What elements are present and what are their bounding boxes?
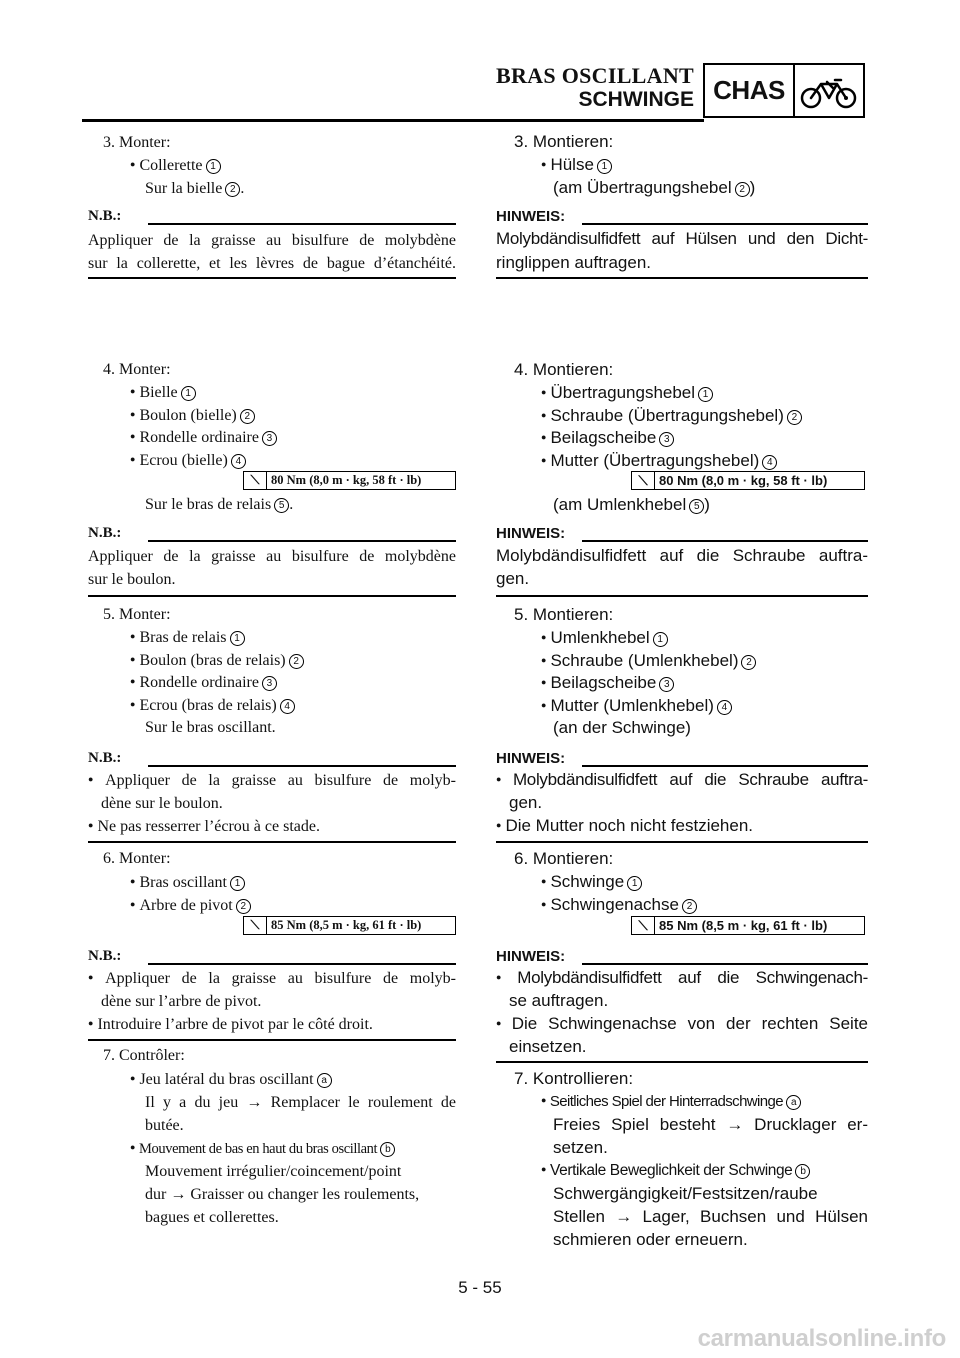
step-4-item: ● Boulon (bielle) 2 bbox=[130, 405, 255, 428]
note-line: ● Die Mutter noch nicht festziehen. bbox=[496, 815, 753, 839]
header-title-fr: BRAS OSCILLANT bbox=[496, 63, 694, 88]
step-7-text: schmieren oder erneuern. bbox=[553, 1230, 748, 1249]
motorcycle-icon bbox=[795, 65, 863, 116]
step-4-heading: 4. Montieren: bbox=[514, 360, 614, 379]
note-line: ● Appliquer de la graisse au bisulfure de molyb- bbox=[88, 968, 456, 991]
step-5-item: ● Beilagscheibe 3 bbox=[541, 672, 674, 696]
note-label: HINWEIS: bbox=[496, 525, 566, 542]
torque-wrench-icon: ⟍ bbox=[632, 472, 655, 489]
step-4-item: ● Ecrou (bielle) 4 bbox=[130, 450, 246, 473]
note-rule bbox=[582, 765, 868, 767]
step-7-heading: 7. Kontrollieren: bbox=[514, 1069, 634, 1088]
step-4-sub: Sur le bras de relais 5 . bbox=[145, 496, 294, 513]
note-line: dène sur l’arbre de pivot. bbox=[101, 993, 262, 1010]
note-line: gen. bbox=[496, 569, 530, 588]
torque-spec: ⟍ 80 Nm (8,0 m · kg, 58 ft · lb) bbox=[243, 471, 456, 490]
divider bbox=[88, 277, 456, 279]
step-7-text: Stellen → Lager, Buchsen und Hülsen bbox=[553, 1207, 868, 1226]
torque-spec: ⟍ 85 Nm (8,5 m · kg, 61 ft · lb) bbox=[631, 916, 865, 935]
torque-wrench-icon: ⟍ bbox=[632, 917, 655, 934]
step-3-sub: Sur la bielle 2 . bbox=[145, 180, 245, 197]
step-5-item: ● Ecrou (bras de relais) 4 bbox=[130, 695, 295, 718]
note-rule bbox=[582, 963, 868, 965]
divider bbox=[88, 841, 456, 843]
divider bbox=[496, 1061, 868, 1063]
divider bbox=[496, 277, 868, 279]
divider bbox=[88, 1039, 456, 1041]
divider bbox=[496, 595, 868, 597]
step-4-item: ● Schraube (Übertragungshebel) 2 bbox=[541, 405, 802, 429]
page-number: 5 - 55 bbox=[458, 1278, 502, 1297]
step-6-item: ● Arbre de pivot 2 bbox=[130, 895, 251, 918]
note-line: Molybdändisulfidfett auf die Schraube auftra- bbox=[496, 546, 868, 565]
note-rule bbox=[148, 765, 456, 767]
step-7-item: ● Seitliches Spiel der Hinterradschwinge a bbox=[541, 1091, 801, 1114]
note-label: HINWEIS: bbox=[496, 948, 566, 965]
note-rule bbox=[148, 223, 456, 225]
header-title-de: SCHWINGE bbox=[578, 88, 694, 111]
note-line: ringlippen auftragen. bbox=[496, 253, 652, 272]
step-6-item: ● Bras oscillant 1 bbox=[130, 872, 245, 895]
torque-spec: ⟍ 85 Nm (8,5 m · kg, 61 ft · lb) bbox=[243, 916, 456, 935]
step-5-item: ● Rondelle ordinaire 3 bbox=[130, 672, 277, 695]
section-badge bbox=[703, 63, 865, 118]
step-5-heading: 5. Monter: bbox=[103, 606, 171, 623]
note-line: ● Introduire l’arbre de pivot par le côté droit. bbox=[88, 1014, 373, 1037]
note-rule bbox=[148, 963, 456, 965]
step-5-heading: 5. Montieren: bbox=[514, 605, 614, 624]
step-7-text: butée. bbox=[145, 1117, 184, 1134]
note-line: Appliquer de la graisse au bisulfure de molybdène bbox=[88, 232, 456, 249]
watermark: carmanualsonline.info bbox=[697, 1325, 946, 1352]
step-6-heading: 6. Monter: bbox=[103, 850, 171, 867]
note-line: dène sur le boulon. bbox=[101, 795, 223, 812]
step-5-item: ● Mutter (Umlenkhebel) 4 bbox=[541, 695, 732, 719]
note-label: N.B.: bbox=[88, 750, 122, 766]
step-7-text: dur → Graisser ou changer les roulements, bbox=[145, 1186, 420, 1203]
step-7-item: ● Vertikale Beweglichkeit der Schwinge b bbox=[541, 1160, 810, 1183]
note-label: N.B.: bbox=[88, 208, 122, 224]
note-label: HINWEIS: bbox=[496, 208, 566, 225]
step-6-item: ● Schwingenachse 2 bbox=[541, 894, 697, 918]
header-rule bbox=[82, 119, 704, 122]
step-5-item: ● Umlenkhebel 1 bbox=[541, 627, 668, 651]
note-rule bbox=[582, 540, 868, 542]
divider bbox=[88, 595, 456, 597]
note-rule bbox=[582, 223, 868, 225]
note-line: se auftragen. bbox=[509, 991, 609, 1010]
step-6-heading: 6. Montieren: bbox=[514, 849, 614, 868]
step-6-item: ● Schwinge 1 bbox=[541, 871, 642, 895]
note-line: Appliquer de la graisse au bisulfure de molybdène bbox=[88, 548, 456, 565]
note-line: ● Molybdändisulfidfett auf die Schraube auftra- bbox=[496, 769, 868, 793]
step-4-item: ● Übertragungshebel 1 bbox=[541, 382, 713, 406]
note-line: ● Molybdändisulfidfett auf die Schwingenach- bbox=[496, 967, 868, 991]
step-3-heading: 3. Montieren: bbox=[514, 132, 614, 151]
note-line: gen. bbox=[509, 793, 543, 812]
note-line: ● Appliquer de la graisse au bisulfure de molyb- bbox=[88, 770, 456, 793]
step-5-item: ● Boulon (bras de relais) 2 bbox=[130, 650, 304, 673]
step-4-item: ● Beilagscheibe 3 bbox=[541, 427, 674, 451]
step-7-text: Schwergängigkeit/Festsitzen/raube bbox=[553, 1184, 818, 1203]
note-line: sur le boulon. bbox=[88, 571, 176, 588]
note-line: ● Ne pas resserrer l’écrou à ce stade. bbox=[88, 816, 320, 839]
step-7-text: Mouvement irrégulier/coincement/point bbox=[145, 1163, 402, 1180]
step-4-item: ● Rondelle ordinaire 3 bbox=[130, 427, 277, 450]
step-3-item: ● Collerette 1 bbox=[130, 155, 221, 178]
step-5-sub: (an der Schwinge) bbox=[553, 718, 691, 737]
step-7-text: setzen. bbox=[553, 1138, 608, 1157]
step-5-sub: Sur le bras oscillant. bbox=[145, 719, 276, 736]
torque-spec: ⟍ 80 Nm (8,0 m · kg, 58 ft · lb) bbox=[631, 471, 865, 490]
note-label: N.B.: bbox=[88, 525, 122, 541]
note-line: Molybdändisulfidfett auf Hülsen und den Dicht- bbox=[496, 229, 868, 248]
note-rule bbox=[148, 540, 456, 542]
step-5-item: ● Bras de relais 1 bbox=[130, 627, 245, 650]
step-7-item: ● Jeu latéral du bras oscillant a bbox=[130, 1069, 332, 1092]
step-5-item: ● Schraube (Umlenkhebel) 2 bbox=[541, 650, 756, 674]
note-label: N.B.: bbox=[88, 948, 122, 964]
step-7-item: ● Mouvement de bas en haut du bras oscillant b bbox=[130, 1138, 395, 1161]
step-3-item: ● Hülse 1 bbox=[541, 154, 612, 178]
divider bbox=[496, 841, 868, 843]
note-line: einsetzen. bbox=[509, 1037, 587, 1056]
note-line: ● Die Schwingenachse von der rechten Seite bbox=[496, 1013, 868, 1037]
note-line: sur la collerette, et les lèvres de bague d’étanchéité. bbox=[88, 255, 456, 272]
note-label: HINWEIS: bbox=[496, 750, 566, 767]
step-3-sub: (am Übertragungshebel 2 ) bbox=[553, 178, 756, 197]
torque-wrench-icon: ⟍ bbox=[244, 472, 267, 489]
step-4-sub: (am Umlenkhebel 5 ) bbox=[553, 495, 710, 514]
torque-wrench-icon: ⟍ bbox=[244, 917, 267, 934]
section-label: CHAS bbox=[705, 65, 795, 116]
step-7-heading: 7. Contrôler: bbox=[103, 1047, 185, 1064]
step-4-heading: 4. Monter: bbox=[103, 361, 171, 378]
step-7-text: bagues et collerettes. bbox=[145, 1209, 279, 1226]
step-7-text: Il y a du jeu → Remplacer le roulement de bbox=[145, 1094, 456, 1111]
step-4-item: ● Mutter (Übertragungshebel) 4 bbox=[541, 450, 777, 474]
step-7-text: Freies Spiel besteht → Drucklager er- bbox=[553, 1115, 868, 1134]
step-3-heading: 3. Monter: bbox=[103, 134, 171, 151]
step-4-item: ● Bielle 1 bbox=[130, 382, 196, 405]
